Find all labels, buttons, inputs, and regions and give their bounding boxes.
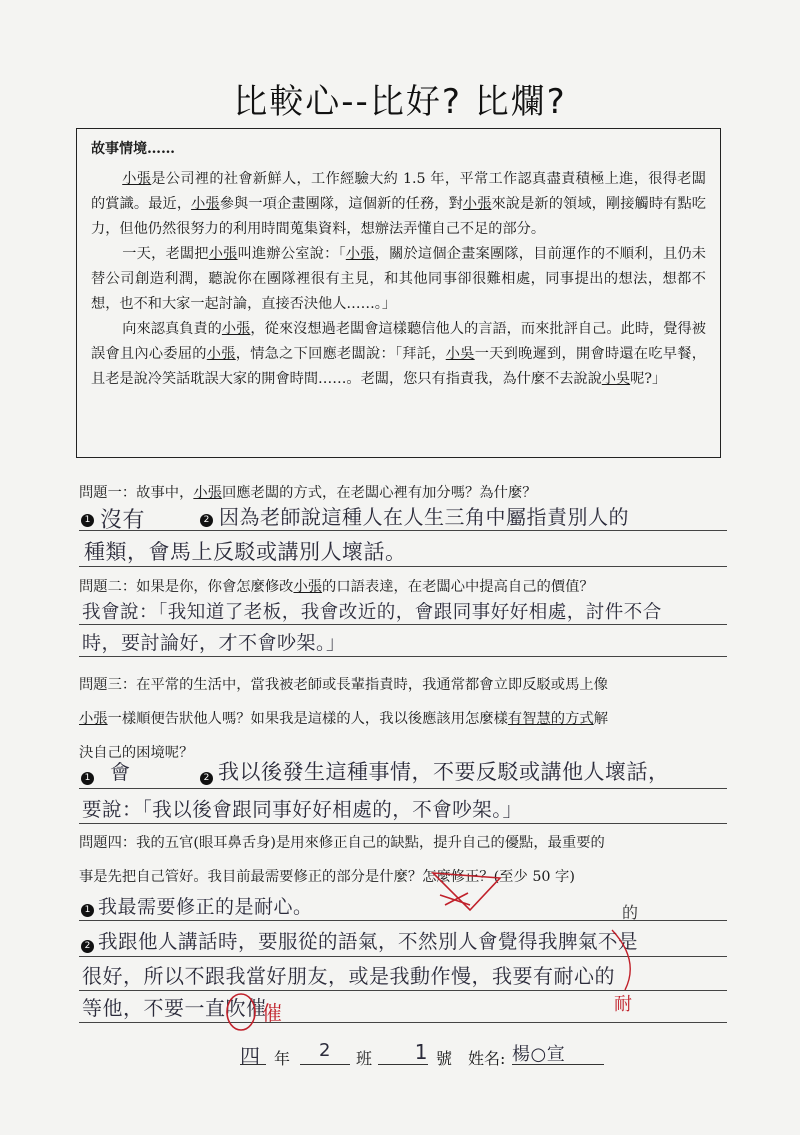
grade-value: 四: [240, 1044, 261, 1068]
correction-circle: [227, 994, 255, 1030]
answer-3-part-1: 會: [110, 760, 131, 784]
question-text: 的口語表達，在老闆心中提高自己的價值？: [322, 579, 594, 595]
correction-insert: 的: [622, 903, 639, 922]
question-text: 問題四：我的五官(眼耳鼻舌身)是用來修正自己的缺點，提升自己的優點，最重要的: [79, 835, 605, 851]
class-label: 班: [356, 1049, 373, 1068]
answer-bullet-2: 2: [81, 940, 94, 953]
story-text: ，從來沒想過老闆會這樣聽信他人的言語，而來批評自己。此時，覺得被誤會且內心委屈的: [91, 321, 706, 362]
name-xiaozhang: 小張: [462, 196, 492, 212]
answer-2-line-1: 我會說：「我知道了老板，我會改近的，會跟同事好好相處，討件不合: [82, 602, 662, 623]
story-text: 一天到晚遲到，開會時還在吃早餐，且老是說冷笑話耽誤大家的開會時間……。老闆，您只有指責我，為什麼不去說說: [91, 346, 706, 387]
answer-bullet-1: 1: [81, 904, 94, 917]
story-text: 參與一項企畫團隊，這個新的任務，對: [219, 196, 463, 212]
question-text: 一樣順便告狀他人嗎？如果我是這樣的人，我以後應該用怎麼樣: [107, 711, 508, 727]
question-text: 事是先把自己管好。我目前最需要修正的部分是什麼？怎麼修正？(至少 50 字): [79, 869, 575, 885]
answer-4-part-2: 我跟他人講話時，要服從的語氣，不然別人會覺得我脾氣不是: [98, 930, 639, 953]
student-info: [240, 1038, 620, 1068]
answer-bullet-1: 1: [81, 514, 94, 527]
answer-1-part-2: 因為老師說這種人在人生三角中屬指責別人的: [219, 505, 629, 529]
name-xiaozhang: 小張: [208, 246, 238, 262]
story-text: 向來認真負責的: [122, 321, 222, 337]
name-xiaowu: 小吳: [601, 371, 631, 387]
name-xiaozhang: 小張: [293, 579, 323, 595]
name-xiaowu: 小吳: [445, 346, 475, 362]
answer-bullet-2: 2: [200, 772, 213, 785]
name-xiaozhang: 小張: [221, 321, 251, 337]
answer-2-line-2: 時，要討論好，才不會吵架。」: [82, 632, 346, 654]
answer-3-part-2-cont: 要說：「我以後會跟同事好好相處的，不會吵架。」: [82, 798, 523, 821]
name-label: 姓名:: [468, 1049, 506, 1068]
number-label: 號: [436, 1049, 453, 1068]
worksheet-title: 比較心--比好? 比爛?: [233, 82, 567, 122]
grade-field: [240, 1040, 266, 1068]
story-heading: 故事情境……: [91, 141, 175, 157]
story-text: 一天，老闆把: [122, 246, 209, 262]
name-xiaozhang: 小張: [122, 171, 152, 187]
story-text: 叫進辦公室說：「: [237, 246, 346, 262]
name-xiaozhang: 小張: [193, 485, 222, 501]
class-value: 2: [319, 1040, 331, 1061]
emphasis-text: 有智慧的方式: [507, 711, 594, 727]
answer-3-part-2: 我以後發生這種事情，不要反駁或講他人壞話，: [218, 760, 670, 784]
story-text: ，關於這個企畫案團隊，目前運作的不順利，且仍未替公司創造利潤，聽說你在團隊裡很有主見，和其他同事卻很難相處，同事提出的想法，想都不想，也不和大家一起討論，直接否決他人……。」: [91, 246, 706, 312]
answer-4-part-2-cont: 很好，所以不跟我當好朋友，或是我動作慢，我要有耐心的: [82, 964, 615, 988]
story-text: 是公司裡的社會新鮮人，工作經驗大約 1.5 年，平常工作認真盡責積極上進，很得老闆的賞識。最近，: [91, 171, 706, 212]
answer-1-part-1: 沒有: [100, 508, 146, 533]
answer-bullet-1: 1: [81, 772, 94, 785]
answer-bullet-2: 2: [200, 514, 213, 527]
name-value: 楊○宣: [512, 1044, 566, 1065]
question-text: 問題三：在平常的生活中，當我被老師或長輩指責時，我通常都會立即反駁或馬上像: [79, 677, 608, 693]
name-xiaozhang: 小張: [206, 346, 236, 362]
correction-char: 催: [262, 1001, 283, 1025]
name-xiaozhang: 小張: [191, 196, 220, 212]
story-text: 來說是新的領域，剛接觸時有點吃力，但他仍然很努力的利用時間蒐集資料，想辦法弄懂自己不足的部分。: [91, 196, 706, 237]
question-text: 問題一：故事中，: [79, 485, 194, 501]
insert-mark: [612, 930, 630, 990]
class-field: [300, 1040, 350, 1065]
question-text: 回應老闆的方式，在老闆心裡有加分嗎？為什麼？: [221, 485, 537, 501]
answer-4-part-1: 我最需要修正的是耐心。: [98, 896, 313, 918]
answer-1-part-2-cont: 種類，會馬上反駁或講別人壞話。: [84, 540, 407, 564]
story-text: ，情急之下回應老闆說：「拜託，: [235, 346, 446, 362]
number-field: [378, 1040, 428, 1065]
name-xiaozhang: 小張: [345, 246, 375, 262]
answer-4-part-2-end: 等他，不要一直吹催: [82, 996, 267, 1020]
story-text: 呢?」: [630, 371, 667, 387]
grade-label: 年: [274, 1049, 291, 1068]
name-xiaozhang: 小張: [79, 711, 108, 727]
name-field: [512, 1040, 604, 1065]
question-text: 決自己的困境呢？: [79, 745, 194, 761]
question-text: 問題二：如果是你，你會怎麼修改: [79, 579, 294, 595]
number-value: 1: [414, 1040, 428, 1064]
correction-char: 耐: [614, 994, 633, 1015]
question-text: 解: [593, 711, 608, 727]
